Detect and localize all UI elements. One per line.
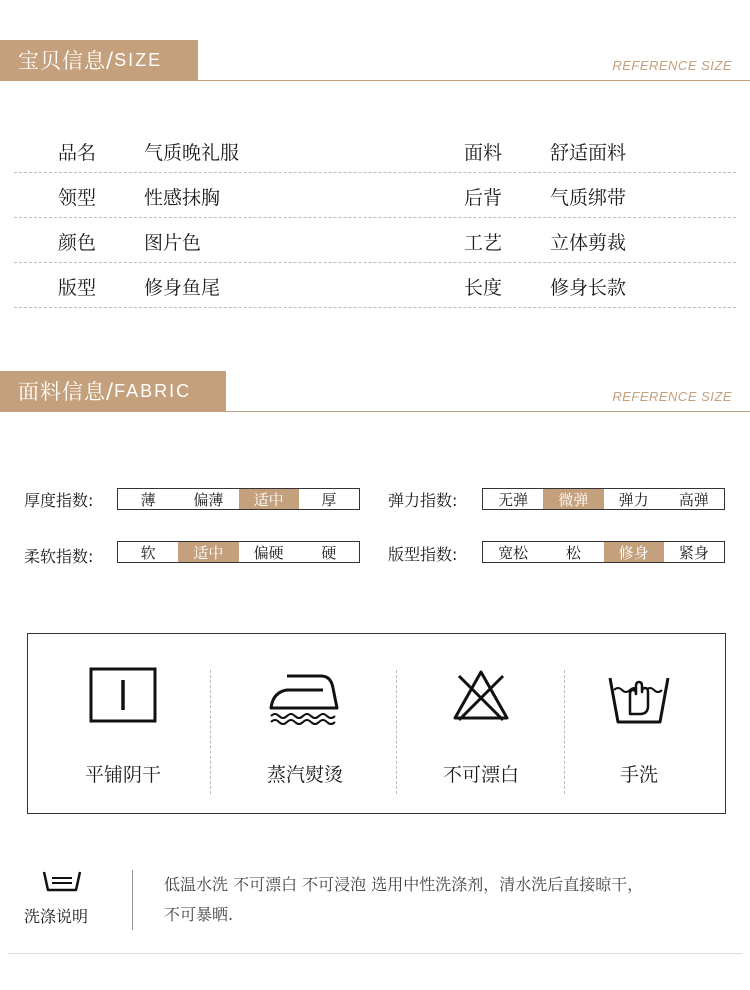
fabric-section-divider [0, 411, 750, 412]
gauge-option: 宽松 [498, 543, 529, 562]
spec-value: 图片色 [144, 232, 202, 254]
care-label: 蒸汽熨烫 [266, 764, 343, 786]
fabric-title-en: FABRIC [114, 380, 192, 401]
size-section-header [0, 40, 750, 84]
wash-instructions [0, 860, 750, 960]
no-bleach-icon [449, 666, 513, 724]
gauge-option: 紧身 [678, 543, 709, 562]
gauge-option: 无弹 [498, 490, 529, 509]
fabric-title-sep: / [106, 379, 115, 403]
care-label: 不可漂白 [442, 764, 519, 786]
gauge-option: 高弹 [678, 490, 709, 509]
wash-text-line: 不可暴晒. [164, 905, 234, 924]
wash-text-line: 低温水洗 不可漂白 不可浸泡 选用中性洗涤剂，清水洗后直接晾干， [164, 875, 644, 894]
size-title-en: SIZE [114, 49, 163, 70]
care-item [36, 634, 210, 815]
gauge-option: 修身 [604, 542, 664, 562]
gauge-option: 弹力 [618, 490, 649, 509]
fit-gauge [482, 541, 725, 563]
wash-text [164, 870, 744, 930]
fabric-reference-label: REFERENCE SIZE [612, 389, 732, 404]
gauge-option: 适中 [239, 489, 299, 509]
size-title-sep: / [106, 48, 115, 72]
softness-gauge [117, 541, 360, 563]
spec-value: 修身鱼尾 [144, 277, 221, 299]
spec-key: 工艺 [464, 232, 503, 254]
gauge-option: 薄 [140, 490, 156, 509]
wash-basin-icon [42, 868, 82, 894]
gauge-option: 硬 [321, 543, 337, 562]
elasticity-label: 弹力指数: [388, 491, 458, 510]
spec-value: 舒适面料 [550, 142, 627, 164]
care-label: 手洗 [619, 764, 658, 786]
care-instructions-box [27, 633, 726, 814]
spec-row [14, 173, 736, 218]
gauge-option: 微弹 [543, 489, 603, 509]
flat-dry-shade-icon [88, 666, 158, 724]
gauge-option: 偏薄 [193, 490, 224, 509]
elasticity-gauge [482, 488, 725, 510]
care-divider [210, 670, 211, 794]
spec-row [14, 218, 736, 263]
spec-row [14, 263, 736, 308]
fabric-section-header [0, 371, 750, 415]
hand-wash-icon [606, 666, 672, 726]
size-section-tag [0, 40, 198, 80]
size-reference-label: REFERENCE SIZE [612, 58, 732, 73]
spec-value: 气质绑带 [550, 187, 627, 209]
size-title-cn: 宝贝信息 [18, 49, 106, 73]
spec-key: 领型 [58, 187, 97, 209]
fabric-title-cn: 面料信息 [18, 380, 106, 404]
thickness-label: 厚度指数: [24, 491, 94, 510]
spec-key: 版型 [58, 277, 97, 299]
bottom-divider [8, 953, 742, 954]
wash-label: 洗涤说明 [24, 907, 89, 926]
softness-label: 柔软指数: [24, 547, 94, 566]
care-label: 平铺阴干 [84, 764, 161, 786]
steam-iron-icon [265, 666, 345, 726]
spec-value: 性感抹胸 [144, 187, 221, 209]
fit-label: 版型指数: [388, 545, 458, 564]
care-item [218, 634, 392, 815]
spec-key: 品名 [58, 142, 97, 164]
spec-value: 气质晚礼服 [144, 142, 240, 164]
spec-value: 修身长款 [550, 277, 627, 299]
care-item [552, 634, 726, 815]
spec-value: 立体剪裁 [550, 232, 627, 254]
care-item [394, 634, 568, 815]
gauge-option: 松 [565, 543, 581, 562]
spec-key: 颜色 [58, 232, 97, 254]
gauge-option: 厚 [321, 490, 337, 509]
spec-key: 面料 [464, 142, 503, 164]
wash-divider [132, 870, 133, 930]
gauge-option: 软 [140, 543, 156, 562]
gauge-option: 偏硬 [253, 543, 284, 562]
thickness-gauge [117, 488, 360, 510]
spec-key: 后背 [464, 187, 503, 209]
spec-key: 长度 [464, 277, 503, 299]
size-section-divider [0, 80, 750, 81]
fabric-section-tag [0, 371, 226, 411]
spec-row [14, 128, 736, 173]
gauge-option: 适中 [178, 542, 238, 562]
